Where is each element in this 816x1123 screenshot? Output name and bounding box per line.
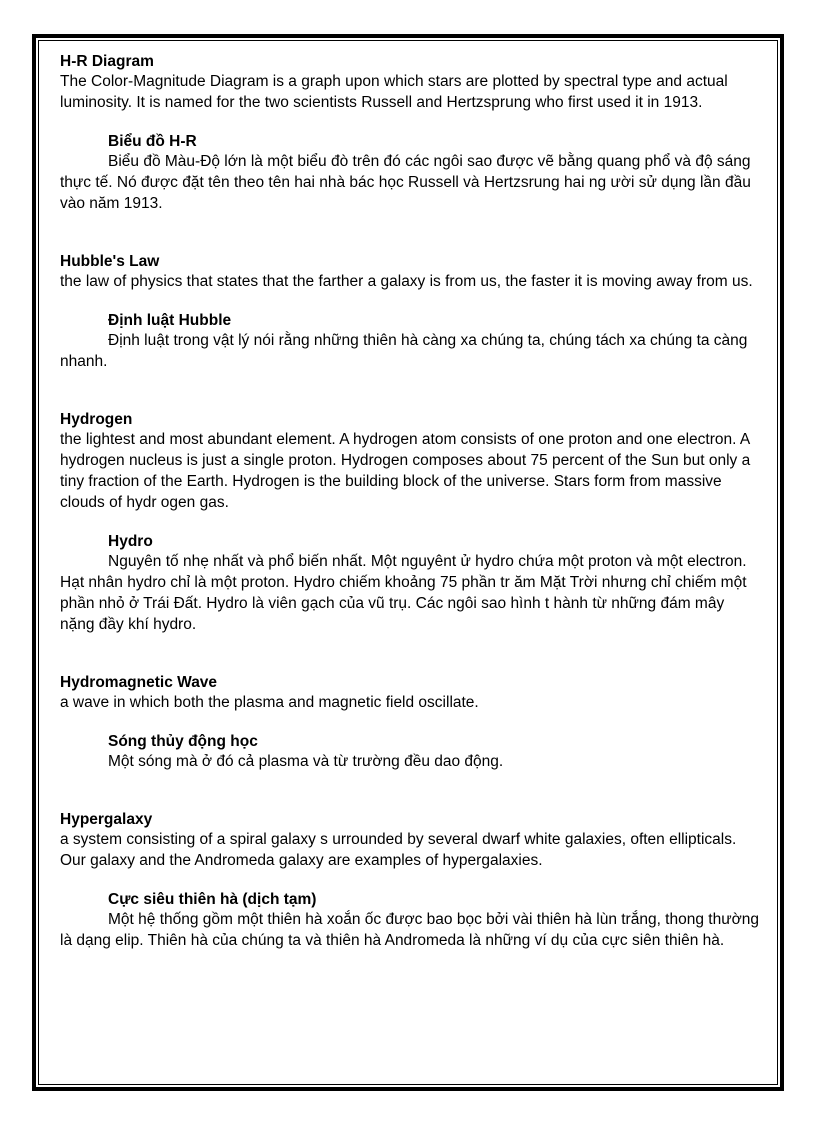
entry-translation xyxy=(60,732,760,772)
glossary-entry xyxy=(60,673,760,772)
entry-definition-en: a wave in which both the plasma and magnetic field oscillate. xyxy=(60,694,479,711)
entry-spacer xyxy=(60,372,760,410)
entry-term-en: Hubble's Law xyxy=(60,253,160,270)
entry-definition-en: the law of physics that states that the farther a galaxy is from us, the faster it is moving away from us. xyxy=(60,273,753,290)
entry-definition-vi: Định luật trong vật lý nói rằng những thiên hà càng xa chúng ta, chúng tách xa chúng ta càng nhanh. xyxy=(60,332,748,370)
entry-definition-vi: Biểu đồ Màu-Độ lớn là một biểu đò trên đó các ngôi sao được vẽ bằng quang phổ và độ sáng thực tế. Nó được đặt tên theo tên hai nhà bác học Russell và Hertzsrung hai ng ười sử dụng lần đầu vào năm 1913. xyxy=(60,153,751,212)
entry-translation xyxy=(60,890,760,951)
entry-translation xyxy=(60,132,760,214)
entry-term-en: Hydromagnetic Wave xyxy=(60,674,218,691)
entry-translation xyxy=(60,532,760,635)
entry-translation xyxy=(60,311,760,372)
glossary-entry xyxy=(60,410,760,635)
entry-term-vi: Sóng thủy động học xyxy=(108,733,258,750)
entry-term-en: Hypergalaxy xyxy=(60,811,153,828)
entry-spacer xyxy=(60,214,760,252)
entry-definition-en: a system consisting of a spiral galaxy s urrounded by several dwarf white galaxies, often ellipticals. Our galaxy and the Andromeda galaxy are examples of hypergalaxies. xyxy=(60,831,737,869)
entry-term-vi: Cực siêu thiên hà (dịch tạm) xyxy=(108,891,317,908)
glossary-entry xyxy=(60,52,760,214)
glossary-content xyxy=(60,52,760,951)
entry-term-vi: Hydro xyxy=(108,533,153,550)
glossary-entry xyxy=(60,810,760,951)
entry-spacer xyxy=(60,772,760,810)
entry-definition-vi: Nguyên tố nhẹ nhất và phổ biến nhất. Một nguyênt ử hydro chứa một proton và một electron. Hạt nhân hydro chỉ là một proton. Hydro chiếm khoảng 75 phần tr ăm Mặt Trời nhưng chỉ chiếm một phần nhỏ ở Trái Đất. Hydro là viên gạch của vũ trụ. Các ngôi sao hình t hành từ những đám mây nặng đầy khí hydro. xyxy=(60,553,747,633)
entry-definition-vi: Một hệ thống gồm một thiên hà xoắn ốc được bao bọc bởi vài thiên hà lùn trắng, thong thường là dạng elip. Thiên hà của chúng ta và thiên hà Andromeda là những ví dụ của cực siên thiên hà. xyxy=(60,911,759,949)
glossary-entry xyxy=(60,252,760,372)
entry-spacer xyxy=(60,635,760,673)
entry-definition-vi: Một sóng mà ở đó cả plasma và từ trường đều dao động. xyxy=(108,753,504,770)
entry-term-en: Hydrogen xyxy=(60,411,133,428)
entry-definition-en: the lightest and most abundant element. A hydrogen atom consists of one proton and one electron. A hydrogen nucleus is just a single proton. Hydrogen composes about 75 percent of the Sun but only a tiny fraction of the Earth. Hydrogen is the building block of the universe. Stars form from massive clouds of hydr ogen gas. xyxy=(60,431,751,511)
entry-definition-en: The Color-Magnitude Diagram is a graph upon which stars are plotted by spectral type and actual luminosity. It is named for the two scientists Russell and Hertzsprung who first used it in 1913. xyxy=(60,73,728,111)
entry-term-en: H-R Diagram xyxy=(60,53,154,70)
entry-term-vi: Định luật Hubble xyxy=(108,312,232,329)
entry-term-vi: Biểu đồ H-R xyxy=(108,133,197,150)
